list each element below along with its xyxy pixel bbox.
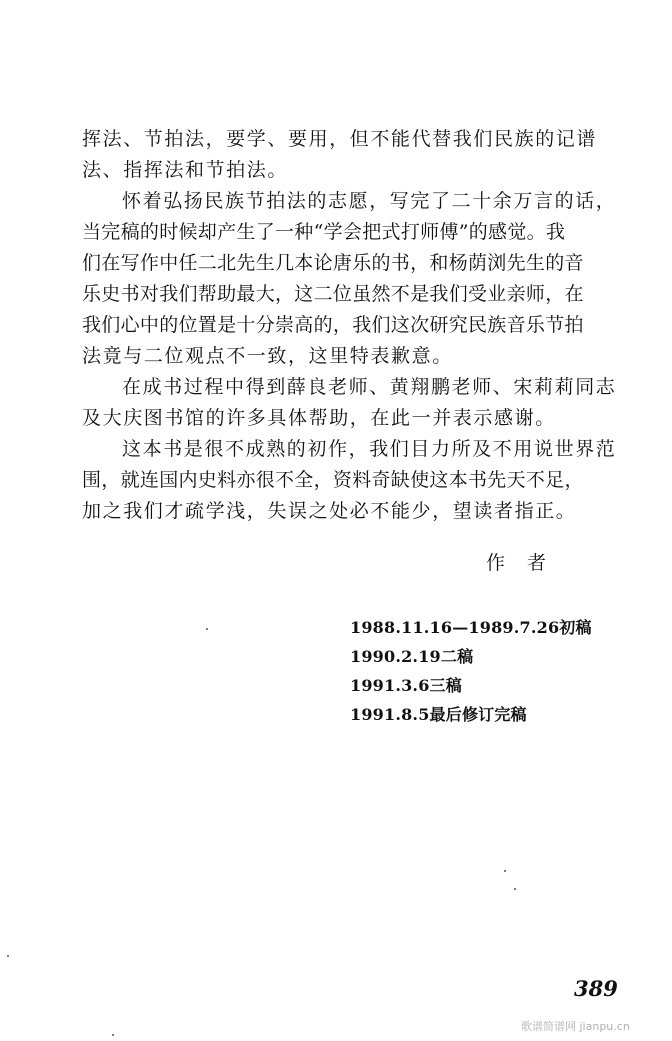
site-watermark: 歌谱简谱网 jianpu.cn bbox=[521, 1020, 630, 1033]
text-line: 我们心中的位置是十分崇高的，我们这次研究民族音乐节拍 bbox=[82, 314, 584, 336]
text-line: 乐史书对我们帮助最大，这二位虽然不是我们受业亲师，在 bbox=[82, 283, 584, 305]
scan-speck bbox=[112, 1034, 114, 1036]
draft-line: 1991.3.6三稿 bbox=[350, 676, 462, 695]
draft-line: 1988.11.16—1989.7.26初稿 bbox=[350, 618, 592, 637]
text-line: 加之我们才疏学浅，失误之处必不能少，望读者指正。 bbox=[82, 500, 577, 522]
author-signature: 作者 bbox=[486, 552, 569, 574]
text-line: 们在写作中任二北先生几本论唐乐的书，和杨荫浏先生的音 bbox=[82, 252, 584, 274]
draft-line: 1990.2.19二稿 bbox=[350, 647, 474, 666]
scan-speck bbox=[504, 870, 506, 872]
text-line: 怀着弘扬民族节拍法的志愿，写完了二十余万言的话， bbox=[122, 190, 617, 212]
text-line: 这本书是很不成熟的初作，我们目力所及不用说世界范 bbox=[122, 438, 617, 460]
text-line: 围，就连国内史料亦很不全，资料奇缺使这本书先天不足， bbox=[82, 469, 584, 491]
text-line: 法竟与二位观点不一致，这里特表歉意。 bbox=[82, 345, 453, 367]
text-line: 挥法、节拍法，要学、要用，但不能代替我们民族的记谱 bbox=[82, 128, 598, 150]
scan-speck bbox=[514, 888, 516, 890]
draft-dates bbox=[350, 613, 592, 729]
text-line: 在成书过程中得到薛良老师、黄翔鹏老师、宋莉莉同志 bbox=[122, 376, 617, 398]
text-line: 及大庆图书馆的许多具体帮助，在此一并表示感谢。 bbox=[82, 407, 556, 429]
page-number: 389 bbox=[574, 976, 618, 1001]
draft-line: 1991.8.5最后修订完稿 bbox=[350, 705, 527, 724]
text-line: 当完稿的时候却产生了一种“学会把式打师傅”的感觉。我 bbox=[82, 221, 566, 243]
text-line: 法、指挥法和节拍法。 bbox=[82, 159, 289, 181]
body-text bbox=[82, 124, 638, 527]
scan-speck bbox=[206, 628, 208, 630]
scan-speck bbox=[7, 955, 9, 957]
